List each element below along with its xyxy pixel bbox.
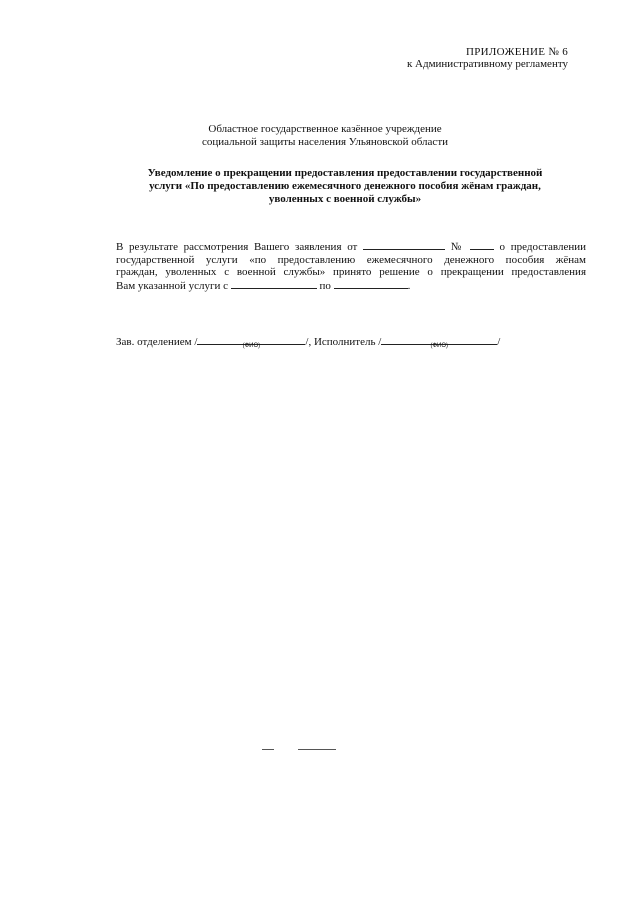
- signature-end-slash: /: [497, 336, 501, 348]
- signature-block: [116, 334, 500, 348]
- termination-end-date-blank: [334, 279, 408, 289]
- heading-line-3: уволенных с военной службы»: [268, 193, 422, 205]
- executor-name-hint: (ФИО): [430, 343, 449, 349]
- application-number-blank: [470, 240, 494, 250]
- body-text-until: по: [319, 279, 331, 292]
- executor-signature-field: [381, 334, 497, 349]
- appendix-title: ПРИЛОЖЕНИЕ № 6: [465, 46, 568, 58]
- appendix-header: [407, 46, 568, 70]
- head-name-hint: (ФИО): [242, 343, 261, 349]
- body-text-number-sign: №: [450, 241, 465, 253]
- scan-artifact-marks: [262, 749, 342, 753]
- heading-line-2: услуги «По предоставлению ежемесячного денежного пособия жёнам граждан,: [149, 180, 541, 192]
- organization-line-2: социальной защиты населения Ульяновской области: [201, 136, 449, 148]
- organization-line-1: Областное государственное казённое учреждение: [208, 123, 442, 135]
- scan-mark-1: [262, 749, 274, 750]
- body-line-2: государственной услуги «по предоставлению ежемесячного денежного пособия жёнам: [116, 253, 586, 266]
- organization-name: [150, 123, 500, 149]
- body-text-about-provision: о предоставлении: [499, 241, 587, 253]
- head-signature-field: [197, 334, 305, 349]
- head-of-department-label: Зав. отделением /: [116, 336, 198, 348]
- appendix-subtitle: к Административному регламенту: [406, 58, 568, 70]
- notice-heading: [118, 167, 572, 206]
- application-date-blank: [363, 240, 445, 250]
- body-line-3: граждан, уволенных с военной службы» принято решение о прекращении предоставления: [116, 266, 586, 278]
- body-line-1: [116, 240, 586, 254]
- scan-mark-2: [298, 749, 336, 750]
- termination-start-date-blank: [231, 279, 317, 289]
- body-text-service-from: Вам указанной услуги с: [116, 279, 229, 292]
- executor-label: /, Исполнитель /: [305, 336, 382, 348]
- body-text-application-from: В результате рассмотрения Вашего заявления от: [116, 241, 358, 253]
- body-text-period: .: [407, 279, 411, 292]
- heading-line-1: Уведомление о прекращении предоставления предоставлении государственной: [147, 167, 543, 179]
- body-line-4: [116, 279, 586, 293]
- notice-body: [116, 240, 586, 292]
